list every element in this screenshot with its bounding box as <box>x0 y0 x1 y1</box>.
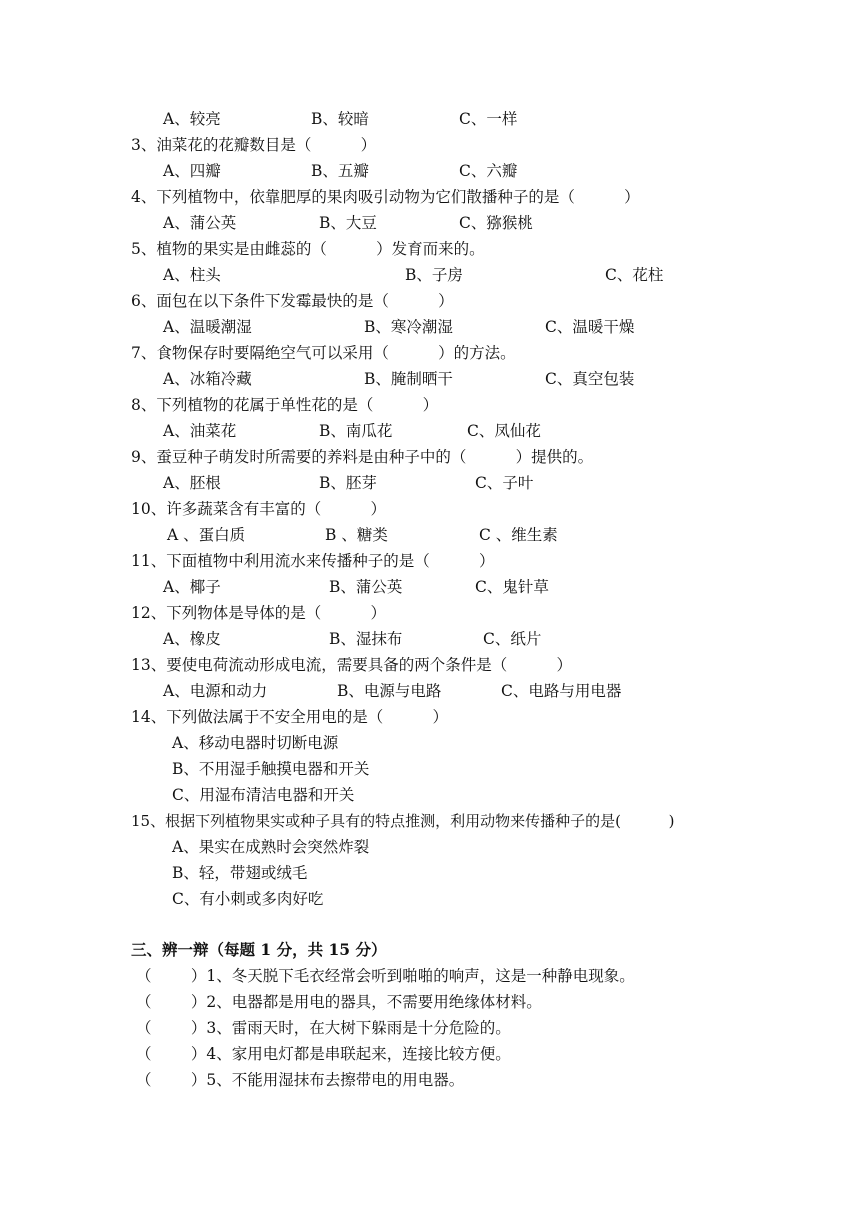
true-false-item-4: （ ）4、家用电灯都是串联起来，连接比较方便。 <box>136 1045 511 1063</box>
q14-option-b: B、不用湿手触摸电器和开关 <box>172 760 370 778</box>
q8-option-b: B、南瓜花 <box>319 422 393 440</box>
q2-option-b: B、较暗 <box>311 110 369 128</box>
q7-option-b: B、腌制晒干 <box>364 370 453 388</box>
true-false-item-3: （ ）3、雷雨天时，在大树下躲雨是十分危险的。 <box>136 1019 511 1037</box>
q11-option-a: A、椰子 <box>163 578 221 596</box>
q6-stem: 6、面包在以下条件下发霉最快的是（ ） <box>131 292 454 310</box>
q11-option-b: B、蒲公英 <box>329 578 403 596</box>
q11-option-c: C、鬼针草 <box>475 578 549 596</box>
q6-option-c: C、温暖干燥 <box>545 318 635 336</box>
q3-option-b: B、五瓣 <box>311 162 369 180</box>
q10-option-b: B 、糖类 <box>325 526 388 544</box>
q9-option-b: B、胚芽 <box>319 474 377 492</box>
section3-title: 三、辨一辩（每题 1 分，共 15 分） <box>131 940 387 959</box>
true-false-item-2: （ ）2、电器都是用电的器具，不需要用绝缘体材料。 <box>136 993 542 1011</box>
q14-option-a: A、移动电器时切断电源 <box>172 734 339 752</box>
q8-option-a: A、油菜花 <box>163 422 237 440</box>
q8-stem: 8、下列植物的花属于单性花的是（ ） <box>131 396 439 414</box>
q10-option-a: A 、蛋白质 <box>167 526 246 544</box>
q2-option-a: A、较亮 <box>163 110 221 128</box>
q13-option-c: C、电路与用电器 <box>501 682 622 700</box>
q6-option-b: B、寒冷潮湿 <box>364 318 453 336</box>
q6-option-a: A、温暖潮湿 <box>163 318 252 336</box>
q4-option-b: B、大豆 <box>319 214 377 232</box>
q12-option-a: A、橡皮 <box>163 630 221 648</box>
q5-option-b: B、子房 <box>405 266 463 284</box>
q14-option-c: C、用湿布清洁电器和开关 <box>172 786 355 804</box>
q2-option-c: C、一样 <box>459 110 518 128</box>
q10-option-c: C 、维生素 <box>479 526 558 544</box>
q7-option-a: A、冰箱冷藏 <box>163 370 252 388</box>
q15-option-c: C、有小刺或多肉好吃 <box>172 890 324 908</box>
q7-stem: 7、食物保存时要隔绝空气可以采用（ ）的方法。 <box>131 344 516 362</box>
q12-option-c: C、纸片 <box>483 630 542 648</box>
q15-option-b: B、轻，带翅或绒毛 <box>172 864 308 882</box>
q14-stem: 14、下列做法属于不安全用电的是（ ） <box>131 708 448 726</box>
q4-option-c: C、猕猴桃 <box>459 214 533 232</box>
q4-stem: 4、下列植物中，依靠肥厚的果肉吸引动物为它们散播种子的是（ ） <box>131 188 640 206</box>
q12-stem: 12、下列物体是导体的是（ ） <box>131 604 386 622</box>
q5-option-a: A、柱头 <box>163 266 221 284</box>
q3-stem: 3、油菜花的花瓣数目是（ ） <box>131 136 377 154</box>
q9-stem: 9、蚕豆种子萌发时所需要的养料是由种子中的（ ）提供的。 <box>131 448 594 466</box>
q5-option-c: C、花柱 <box>605 266 664 284</box>
q13-option-b: B、电源与电路 <box>337 682 442 700</box>
q15-stem: 15、根据下列植物果实或种子具有的特点推测，利用动物来传播种子的是( ) <box>131 812 675 830</box>
true-false-item-1: （ ）1、冬天脱下毛衣经常会听到啪啪的响声，这是一种静电现象。 <box>136 967 635 985</box>
q9-option-a: A、胚根 <box>163 474 221 492</box>
q15-option-a: A、果实在成熟时会突然炸裂 <box>172 838 370 856</box>
q8-option-c: C、凤仙花 <box>467 422 541 440</box>
q4-option-a: A、蒲公英 <box>163 214 237 232</box>
q11-stem: 11、下面植物中利用流水来传播种子的是（ ） <box>131 552 495 570</box>
q3-option-a: A、四瓣 <box>163 162 221 180</box>
q7-option-c: C、真空包装 <box>545 370 635 388</box>
q10-stem: 10、许多蔬菜含有丰富的（ ） <box>131 500 386 518</box>
q13-stem: 13、要使电荷流动形成电流，需要具备的两个条件是（ ） <box>131 656 572 674</box>
q5-stem: 5、植物的果实是由雌蕊的（ ）发育而来的。 <box>131 240 485 258</box>
q12-option-b: B、湿抹布 <box>329 630 403 648</box>
true-false-item-5: （ ）5、不能用湿抹布去擦带电的用电器。 <box>136 1071 465 1089</box>
q13-option-a: A、电源和动力 <box>163 682 268 700</box>
q3-option-c: C、六瓣 <box>459 162 518 180</box>
q9-option-c: C、子叶 <box>475 474 534 492</box>
